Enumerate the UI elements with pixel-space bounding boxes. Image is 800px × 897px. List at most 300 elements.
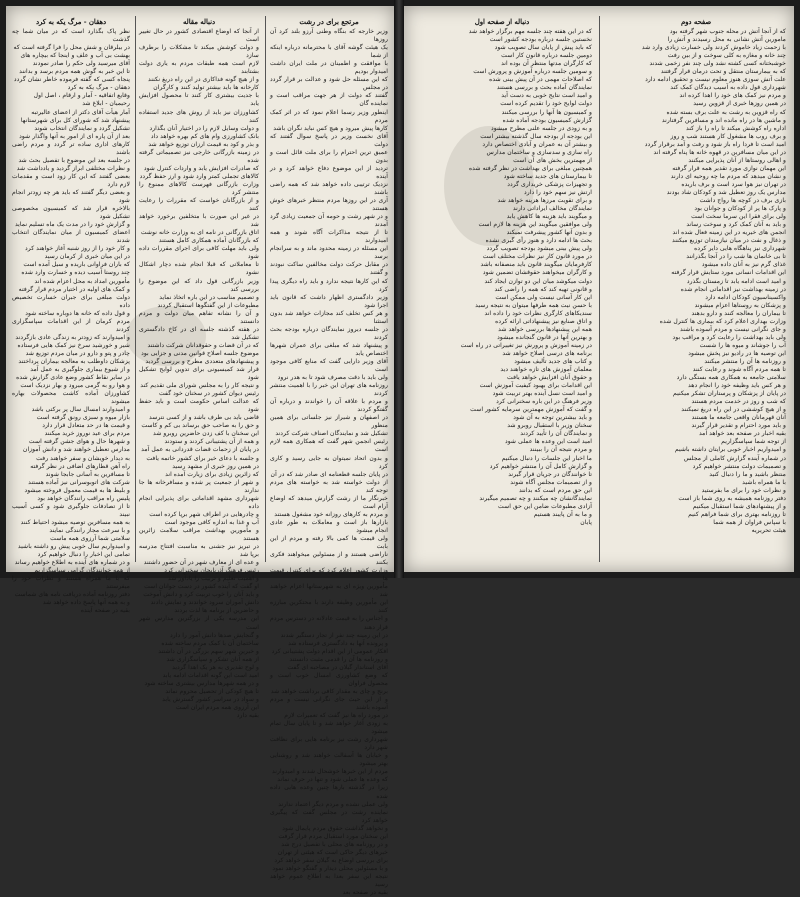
text-line: بازی برف در کوچه ها رواج داشت (699, 197, 786, 205)
text-line: و امید است نسل آینده بهتر تربیت شود (492, 390, 592, 398)
text-line: و امید است ادامه یابد تا زمستان بگذرد (686, 277, 786, 285)
text-line: نماینده رشت در مجلس گفت که پیگیری خواهد کرد (270, 808, 388, 824)
text-line: این مهمان نوازی مورد تقدیر همه قرار گرفته (672, 164, 786, 172)
text-line: چند روستا آسیب دیده و خسارت وارد شده (21, 269, 130, 277)
column-heading: دنباله مقاله (183, 18, 215, 26)
text-line: بقیه در صفحه آینده (80, 607, 130, 615)
text-line: و بیشتر آن به عمران و آبادی اختصاص دارد (482, 140, 592, 148)
text-line: و قیمت ها در حد متعادل قرار دارد (42, 422, 130, 430)
text-line: کشاورزان نیز باید از روش های جدید استفاده کنند (139, 108, 259, 124)
text-line: و نتیجه کار را به مجلس شورای ملی تقدیم کند (140, 382, 259, 390)
text-line: پایان (580, 518, 592, 526)
text-line: خوشبختانه کسی کشته نشد ولی چند نفر زخمی شدند (649, 60, 786, 68)
text-line: نظر پاک بگذارد است که در میان شما چه گذشت (12, 28, 130, 44)
text-line: این سخنان با کف زدن حاضرین روبرو شد (153, 430, 259, 438)
text-line: و تصمیمات دولت منتشر خواهیم کرد (692, 462, 786, 470)
text-line: رحیمیان - ابلاغ شد (82, 100, 130, 108)
text-line: گزارش کمیسیون بودجه آماده شده (502, 116, 592, 124)
text-line: آب و غذا به اندازه کافی موجود است (164, 518, 259, 526)
text-line: و میگویند باید هزینه ها کاهش یابد (506, 213, 592, 221)
text-line: در شماره آینده گزارش کاملی از مجلس (683, 454, 786, 462)
text-line: که کارگران مدتها منتظر آن بوده اند (501, 60, 592, 68)
text-line: و برای تقویت مرزها هزینه خواهد شد (497, 197, 592, 205)
text-line: در جلسه بعد این موضوع با تفصیل بحث شد (18, 156, 130, 164)
text-line: آقای استاندار گیلان در مصاحبه ای گفت (287, 663, 388, 671)
text-line: از همه خوانندگان گرامی سپاسگزاریم (34, 567, 130, 575)
text-line: تا بیمارستان های جدید ساخته شود (503, 172, 592, 180)
text-line: چند خانه و مغازه به کلی سوخت و از بین رفت (667, 52, 786, 60)
text-line: که از آنجا آتش در محله جنوب شهر گرفته بود (669, 28, 786, 36)
text-line: و مردم نیز کمک های خود را اهدا کرده اند (679, 92, 786, 100)
text-line: و گفت که آموزش مهمترین سرمایه کشور است (470, 406, 592, 414)
text-line: آنان قهرمانان واقعی جامعه ما هستند (691, 414, 786, 422)
text-line: و لوح تقدیری به هر یک اهدا گردید (172, 663, 259, 671)
text-line: و ماشین ها در راه مانده اند و مسافرین گرفتارند (661, 116, 786, 124)
text-line: و برف روب ها مشغول کار هستند شب و روز (670, 132, 786, 140)
text-line: شیر و خورشید سرخ نیز کمک هایی فرستاده (17, 341, 130, 349)
text-line: واکسیناسیون کودکان ادامه دارد (705, 293, 786, 301)
text-line: و از هیچ گونه فداکاری در این راه دریغ نکنند (147, 76, 259, 84)
text-line: و اجناس را به قیمت عادلانه در دسترس مردم قرار دهند (270, 615, 388, 631)
text-line: و همه از آن پشتیبانی کردند و ستودند (164, 438, 259, 446)
text-line: ولی باید بهداشت را رعایت کرد و مراقب بود (672, 333, 786, 341)
text-line: کارفرمایان میگویند قانون باید منصفانه باشد (480, 261, 592, 269)
text-line: دفتر روزنامه آماده دریافت نامه های شماست (14, 591, 130, 599)
text-line: بعضی گفتند که این کار زود است و مقدمات لازم دارد (12, 172, 130, 188)
text-line: ولی باید مهلت کافی برای اجرای مقررات داده شود (139, 245, 259, 261)
text-line: آقای میرسید ولی حکم را صادر نمودند (32, 60, 130, 68)
book-gutter (394, 0, 404, 578)
text-line: آقای نخست وزیر در پاسخ سوال گفتند که دولت (270, 132, 388, 148)
text-line: و روزنامه ها آن را منتشر میکنند (704, 357, 786, 365)
text-line: کارهای اداری ساده تر گردد و مردم راضی باشند (12, 140, 130, 156)
text-line: و باید آنان را خوب تربیت کرد و دانش آموخت (143, 591, 259, 599)
column-text (606, 28, 786, 535)
text-line: تشکیل شد و نمایندگان اصناف شرکت کردند (275, 430, 388, 438)
text-line: و هر کس تخلف کند مجازات خواهد شد بدون استثنا (270, 309, 388, 325)
text-line: و مردم با علاقه آن را خواندند و درباره آن گفتگو کردند (270, 398, 388, 414)
text-line: این حق مردم است که بدانند (518, 486, 592, 494)
column-heading: دهقان - مرگ یکه به کرد (35, 18, 107, 26)
text-line: امید است این وعده ها عملی شود (504, 438, 592, 446)
column-heading: صفحه دوم (680, 18, 712, 26)
text-line: که عدالت اساس حکومت است و باید حفظ شود (139, 398, 259, 414)
text-line: نمایندگانشان چه میکنند و چه تصمیم میگیرند (479, 494, 592, 502)
text-line: به همه مسافرین توصیه میشود احتیاط کنند (20, 518, 130, 526)
text-line: در همین روزها خبری از قزوین رسید (693, 100, 786, 108)
text-line: با موافقت و اطمینان در ملت ایران داشت امیدوار بودیم (270, 60, 388, 76)
text-line: امید است این گونه اقدامات ادامه یابد (162, 671, 259, 679)
text-line: وزیر فرهنگ در این باره سخنرانی کرد (496, 398, 592, 406)
text-line: و امید است نتایج خوبی به دست آید (501, 92, 592, 100)
text-line: بازارها باز است و معاملات به طور عادی انجام میشود (270, 518, 388, 534)
text-line: و از هیچ کوششی در این راه دریغ نمیکنند (681, 406, 786, 414)
text-line: قرار شد کمیسیونی برای تدوین لوایح تشکیل شود (139, 366, 259, 382)
text-line: پیشنهاد شد که شورای کل برای شهرستانها (20, 116, 130, 124)
text-line: و ما به آن پایبند هستیم (533, 510, 592, 518)
text-line: با ما همراه باشید (742, 478, 786, 486)
text-line: یک هیئت گوشه آقای با محترمانه درباره اینکه از شما (270, 44, 388, 60)
text-line: که صادرات افزایش یابد و واردات کنترل شود (143, 164, 259, 172)
text-line: وزارت بهداری اعلام کرد که بیماری ها کنترل شده (659, 317, 786, 325)
text-line: در این زمینه چند نفر از تجار دستگیر شدند (280, 631, 388, 639)
left-page (6, 6, 394, 897)
text-line: چادر و پتو و دارو در میان مردم توزیع شد (25, 349, 130, 357)
text-line: و سواد در سراسر کشور گسترش یابد (162, 695, 259, 703)
text-line: این بودجه از بودجه سال گذشته بیشتر است (480, 132, 592, 140)
text-line: در مورد راه ها نیز گفت که تعمیرات لازم (284, 712, 388, 720)
text-line: شهرداری نیز پناهگاه هایی دایر کرده (694, 245, 786, 253)
text-line: مدارس تعطیل خواهند شد و دانش آموزان (22, 446, 130, 454)
text-line: و با مسئولین محلی دیدار و گفتگو خواهد نمود (272, 864, 388, 872)
text-line: رئیس دیوان کشور در سخنان خود گفت (158, 390, 259, 398)
text-line: بقیه در صفحه بعد (342, 889, 388, 897)
text-line: و پارک ها پر از کودکان و جوانان بود (694, 205, 786, 213)
text-line: و امیدوارند امسال سال پر برکتی باشد (31, 406, 130, 414)
text-line: که این مسئله حل شود و عدالت بر قرار گردد در مجلس (270, 76, 388, 92)
text-line: در غیر این صورت با متخلفین برخورد خواهد شد (139, 213, 259, 229)
text-line: دفتر روزنامه همیشه به روی شما باز است (678, 494, 786, 502)
text-line: که بازرگانان آماده همکاری کامل هستند (158, 237, 259, 245)
text-line: و باید بیشترین توجه به آن شود (513, 414, 592, 422)
text-line: راه آهن قطارهای اضافی در نظر گرفته (30, 462, 130, 470)
text-line: و از شیوع بیماری جلوگیری به عمل آمد (30, 366, 130, 374)
text-line: و بدون آنها کشور پیشرفت نمیکند (506, 229, 592, 237)
text-line: از آنجا که اوضاع اقتصادی کشور در حال تغییر است (139, 28, 259, 44)
text-line: در سایر نقاط کشور وضع عادی گزارش شده (16, 374, 130, 382)
text-line: تمامی این اخبار را دنبال خواهیم کرد (37, 551, 130, 559)
left-page-column-left (12, 16, 130, 615)
text-line: امید است تا فردا راه باز شود و رفت و آمد برقرار گردد (644, 140, 786, 148)
text-line: و تصمیم مناسب در این باره اتخاذ نماید (159, 293, 259, 301)
text-line: تا این خبر به گوش همه مردم برسد و بدانند (19, 68, 130, 76)
text-line: او گفت که آینده کشور در دست جوانان است (144, 583, 259, 591)
text-line: آمار هیأت آقای دکتر از اعضای عالیرتبه (31, 108, 130, 116)
text-line: و در روزنامه های محلی با تفصیل درج شد (281, 840, 388, 848)
text-line: و نظرات مختلفی ابراز گردید و یادداشت شد (16, 164, 130, 172)
text-line: و خیرین شهر سهم بزرگی در آن داشتند (158, 647, 259, 655)
text-line: با زحمت زیاد خاموش کردند ولی خسارت زیادی وارد شد (641, 44, 786, 52)
text-line: وزیر بازرگانی قول داد که این موضوع را بررسی کند (139, 277, 259, 293)
text-line: این اقدامات انسانی مورد ستایش قرار گرفته (671, 269, 786, 277)
text-line: سخنان وزیر با استقبال روبرو شد (507, 422, 592, 430)
text-line: و چادرهایی در اطراف شهر برپا کرده است (149, 510, 259, 518)
text-line: مردم از این خبرها خوشحال شدند و امیدوارند (272, 768, 388, 776)
text-line: و جای نگرانی نیست و مردم آسوده باشند (680, 325, 786, 333)
text-line: در این میان خبری از کرمان رسید (44, 253, 130, 261)
text-line: بازار میوه و سبزی رونق گرفته است (36, 414, 130, 422)
right-page (404, 6, 794, 572)
text-line: و بدون اتحاد نمیتوان به جایی رسید و کاری کرد (270, 454, 388, 470)
text-line: که این کارها نتیجه ندارد و باید راه دیگری پیدا کرد (270, 277, 388, 293)
text-line: مأمورین امداد به محل اعزام شده اند (34, 277, 130, 285)
text-line: و مأمورین بهداشت مراقب سلامت زائرین هستند (139, 526, 259, 542)
text-line: در بیلرقان و شش محل را فرا گرفته است که (13, 44, 130, 52)
text-line: و به همه آنها پاسخ داده خواهد شد (42, 599, 130, 607)
text-line: کارخانه ها باید بیشتر تولید کنند و کارگران (153, 84, 259, 92)
text-line: شرکت های اتوبوسرانی نیز آماده هستند (28, 478, 130, 486)
text-line: سلامتی شما آرزوی همه ماست (50, 535, 130, 542)
text-line: در پایان از پزشکان و پرستاران تشکر میکنیم (673, 390, 786, 398)
text-line: در هفته گذشته جلسه ای در کاخ دادگستری تشکیل شد (139, 325, 259, 341)
text-line: از همه آنان تشکر و سپاسگزاری شد (166, 655, 259, 663)
text-line: و گزارش کامل آن را منتشر خواهیم کرد (489, 462, 592, 470)
text-line: آزادی مطبوعات ضامن این حق است (498, 502, 592, 510)
text-line: در تبریز نیز جشنی به مناسبت افتتاح مدرسه برپا شد (139, 543, 259, 559)
text-line: دهقان - مرگ یکه به کرد (67, 84, 130, 92)
column-text (270, 28, 388, 897)
text-line: قاضی باید بی طرف باشد و از کسی نترسد (149, 414, 259, 422)
text-line: در مورد قانون کار نیز نظرات مختلف است (482, 253, 592, 261)
text-line: از توجه شما سپاسگزاریم (721, 438, 786, 446)
text-line: تا همه مردم آگاه شوند و رعایت کنند (692, 366, 786, 374)
text-line: بعد از آن پاره ای از امور به آنها واگذار شود (19, 132, 130, 140)
text-line: ما اخبار این جلسات را دنبال میکنیم (501, 454, 592, 462)
text-line: در پایان جلسه قطعنامه ای صادر شد که در آن (270, 470, 388, 478)
text-line: آری در این روزها مردم منتظر خبرهای خوش هستند (270, 197, 388, 213)
text-line: و شهر از جمعیت پر شده و مسافرخانه ها جا ندارند (139, 478, 259, 494)
text-line: تا از تصادفات جلوگیری شود و کسی آسیب نبیند (12, 502, 130, 518)
text-line: تا روزنامه بهتری برای شما فراهم کنیم (688, 510, 786, 518)
text-line: و تجهیزات پزشکی خریداری گردد (507, 180, 592, 188)
text-line: و باید مورد احترام و تقدیر قرار گیرند (691, 422, 786, 430)
text-line: دانش آموزان سرود خواندند و نمایش دادند (150, 599, 259, 607)
text-line: ناراضی هستند و از مسئولین میخواهند فکری بکنند (270, 551, 388, 567)
text-line: عمیق ترین احترام را برای ملت قائل است و بدون (270, 148, 388, 164)
text-line: و کار خود را از روز شنبه آغاز خواهند کرد (25, 245, 130, 253)
text-line: که در آن قضات و حقوقدانان شرکت داشتند (147, 341, 259, 349)
text-line: بانک کشاورزی وام های کم بهره خواهد داد (150, 132, 259, 140)
text-line: و نشان میدهد که مردم ما چه روحیه ای دارند (670, 172, 786, 180)
text-line: این مدرسه یکی از بزرگترین مدارس شهر است (139, 615, 259, 631)
text-line: معلمان آموزش های تازه خواهند دید (500, 366, 592, 374)
text-line: و امیدواریم اخبار خوبی برایتان داشته باشیم (674, 446, 786, 454)
text-line: و به زودی در جلسه علنی مطرح میشود (490, 124, 592, 132)
text-line: وقایع اتفاقیه - آمار و ارقام ، اصل اول (33, 92, 130, 100)
column-text (412, 28, 592, 527)
text-line: و مردم به کارهای روزانه خود مشغول هستند (274, 510, 388, 518)
text-line: در همین روز خبری از مشهد رسید (172, 462, 259, 470)
text-line: تا بی خانمان ها شب را در آنجا بگذرانند (686, 253, 786, 261)
text-line: نخستین جلسه درباره بودجه کشور است (489, 36, 592, 44)
text-line: وزیر دادگستری اظهار داشت که قانون باید اجرا شود (270, 293, 388, 309)
text-line: و پزشکان به روستاها اعزام میشوند (694, 301, 786, 309)
text-line: تا بیماران را معالجه کنند و دارو بدهند (691, 309, 786, 317)
text-line: و اتاق صنایع نیز پیشنهاداتی ارائه کرده (495, 317, 592, 325)
text-line: مردم برای عید نوروز خرید میکنند (44, 430, 130, 438)
text-line: و اهالی روستاها از آنان پذیرایی میکنند (688, 156, 786, 164)
text-line: ولی قیمت ها کمی بالا رفته و مردم از این بابت (270, 535, 388, 551)
text-line: و کتاب های جدید تألیف میشود (514, 357, 592, 365)
text-line: منتظر باشید و ما را دنبال کنید (709, 470, 786, 478)
left-page-column-right (270, 16, 388, 897)
text-line: رئیس انجمن شهر گفت که همکاری همه لازم است (270, 438, 388, 454)
right-page-column-right (606, 16, 786, 562)
column-divider (135, 16, 136, 562)
text-line: نزدیک ترتیبی داده خواهد شد که همه راضی باشند (270, 180, 388, 196)
text-line: تا خوانندگان در جریان قرار گیرند (508, 470, 592, 478)
text-line: علت آتش سوزی هنوز معلوم نیست و تحقیق ادامه دارد (645, 76, 786, 84)
text-line: و کمیسیون ها آنها را بررسی میکنند (501, 108, 592, 116)
text-line: و دولت کوشش میکند تا مشکلات را برطرف سازد (139, 44, 259, 60)
text-line: و بذر و کود به قیمت ارزان توزیع خواهد شد (148, 140, 259, 148)
text-line: و بلیط ها به قیمت معمول فروخته میشود (24, 486, 130, 494)
text-line: و گزارش خود را در مدت یک ماه تسلیم نماید (14, 221, 130, 229)
text-line: و امیدواریم سال خوبی پیش رو داشته باشید (17, 543, 130, 551)
text-line: و در شهر رشت و حومه آن جمعیت زیادی گرد آمدند (270, 213, 388, 229)
text-line: تا مسافرین به آسانی جابجا شوند (45, 470, 130, 478)
text-line: که وعده ها عملی شود و تنها در حرف نماند (277, 776, 388, 784)
text-line: و روزنامه ها آن را قدمی مثبت دانستند (289, 655, 388, 663)
text-line: شهرداری قول داده به آسیب دیدگان کمک کند (670, 84, 786, 92)
text-line: بقیه اخبار در صفحه بعد خواهد آمد (698, 430, 786, 438)
text-line: و از این حیث جای نگرانی نیست و مردم آسوده باشند (270, 695, 388, 711)
text-line: همچنین مبلغی برای بهداشت در نظر گرفته شده (468, 164, 592, 172)
text-line: سندیکاهای کارگری نظرات خود را داده اند (484, 309, 592, 317)
text-line: و نظرات خود را برای ما بفرستید (701, 486, 786, 494)
text-line: همه این پیشنهادها بررسی خواهد شد (498, 325, 592, 333)
text-line: دولت مبلغی برای جبران خسارت تخصیص داده (12, 293, 130, 309)
text-line: که وضع کشاورزی امسال خوب است و محصول فراوان (270, 671, 388, 687)
text-line: هیئت تحریریه (751, 526, 786, 534)
text-line: روزنامه های تهران این خبر را با اهمیت منتشر کردند (270, 382, 388, 398)
text-line: نتیجه این سفر بعدا به اطلاع عموم خواهد رسید (270, 872, 388, 889)
text-line: مدارس یک روز تعطیل شد و کودکان شاد بودند (666, 188, 786, 196)
text-line: نمایندگان مخالف ایراداتی دارند (512, 205, 592, 213)
text-line: در پایان از زحمات قضات قدردانی به عمل آمد (141, 446, 259, 454)
text-line: نمایندگان آماده بحث و بررسی هستند (496, 84, 592, 92)
text-line: در این میان مسافرین در قهوه خانه ها پناه گرفته اند (653, 148, 786, 156)
column-divider (599, 16, 600, 562)
text-line: وزارت بازرگانی فهرست کالاهای ممنوع را منتشر کرد (139, 180, 259, 196)
text-line: که راه قزوین به رشت به علت برف بسته شده (666, 108, 786, 116)
text-line: و با سرعت مجاز رانندگی نمایند (49, 526, 130, 534)
text-line: و باید به آنان کمک کرد و سوخت رساند (686, 221, 786, 229)
text-line: و کارگران میخواهند حقوقشان تضمین شود (482, 269, 592, 277)
text-line: و در همه شهرها مدارس بیشتری ساخته شود (144, 679, 259, 687)
text-line: و عده ای از معارف شهر در آن حضور داشتند (143, 559, 259, 567)
text-line: رئیس فرهنگ آذربایجان سخنرانی کرد (164, 567, 259, 575)
text-line: و شهرها حال و هوای جشن گرفته است (28, 438, 130, 446)
right-page-column-left (412, 16, 592, 562)
text-line: این سخنان مورد استقبال مردم قرار گرفت (278, 832, 388, 840)
text-line: پلیس راه مراقب رانندگان خواهد بود (37, 494, 130, 502)
text-line: اتاق بازرگانی در نامه ای به وزارت خانه نوشت (140, 229, 259, 237)
text-line: و در شماره های آینده به اطلاع خواهیم رساند (14, 559, 130, 567)
text-line: در اصفهان و شیراز نیز جلساتی برای همین منظور (270, 414, 388, 430)
text-line: مأمورین ویژه ای به شهرستانها اعزام خواهند شد (270, 583, 388, 599)
text-line: سلامتی جامعه به همکاری همه بستگی دارد (676, 374, 786, 382)
text-line: بقیه دارد (236, 712, 259, 720)
text-line: در جلسه دیروز نمایندگان درباره بودجه بحث کردند (270, 325, 388, 341)
text-line: شهرداری رشت نیز برنامه هایی برای نظافت شهر دارد (270, 736, 388, 752)
text-line: دومین جلسه درباره قانون کار است (501, 52, 592, 60)
text-line: و پیشنهاد شد که مبلغی برای عمران شهرها اختصاص یابد (270, 341, 388, 357)
text-line: این آرزوی همه مردم ایران است (175, 703, 259, 711)
text-line: و پرونده آنها به دادگستری فرستاده شد (288, 639, 388, 647)
text-line: برای بررسی اوضاع به گیلان سفر خواهد کرد (274, 856, 388, 864)
text-line: و قانونی تهیه کند که همه را راضی کند (494, 285, 592, 293)
text-line: و هوا رو به گرمی میرود و بهار نزدیک است (20, 382, 130, 390)
text-line: و سومین جلسه درباره آموزش و پرورش است (473, 68, 592, 76)
text-line: پزشکان داوطلب به معالجه بیماران پرداختند (18, 357, 130, 365)
text-line: بحث ها ادامه دارد و هنوز رأی گیری نشده (485, 237, 592, 245)
text-line: که شب و روز در خدمت مردم هستند (691, 398, 786, 406)
text-line: تا از نتیجه مذاکرات آگاه شوند و همه امیدوارند (270, 229, 388, 245)
column-divider (265, 16, 266, 562)
text-line: بالاخره قرار شد که کمیسیون مخصوصی تشکیل شود (12, 205, 130, 221)
text-line: مطبوعات از این گفتگوها استقبال کردند (157, 301, 259, 309)
text-line: و دولت وسایل لازم را در اختیار آنان بگذارد (149, 124, 259, 132)
text-line: کارها پیش میرود و هیچ کس نباید نگران باشد (273, 124, 388, 132)
text-line: پنجاه کسی که گفته فرموده خاطر نشان گردد (13, 76, 130, 84)
text-line: ساختمان آن با کمک مردم ساخته شده (161, 639, 259, 647)
text-line: برنج و چای به مقدار کافی برداشت خواهد شد (270, 687, 388, 695)
text-line: در تهران نیز هوا سرد است و برف باریده (681, 180, 786, 188)
text-line: شهرداری مشهد اقداماتی برای پذیرایی انجام داده (139, 494, 259, 510)
text-line: و امیدوارند که زودتر به زندگی عادی بازگردند (15, 333, 130, 341)
text-line: در زمینه بهداشت نیز اقداماتی انجام شده (680, 285, 786, 293)
text-line: دولت لوایح خود را تقدیم کرده است (500, 100, 592, 108)
text-line: این کار آسانی نیست ولی ممکن است (495, 293, 592, 301)
text-line: این توصیه ها در رادیو نیز پخش میشود (688, 349, 786, 357)
text-line: که با ما همراه هستند و نظرات خود را میفرستند (12, 575, 130, 591)
text-line: با سپاس فراوان از همه شما (713, 518, 786, 526)
text-line: در مقابل حرکت دولت مخالفین ساکت نبودند و گفتند (270, 261, 388, 277)
text-line: با جدیت بیشتری کار کنند تا محصول افزایش یابد (139, 92, 259, 108)
text-line: و بهترین آنها در قانون گنجانده میشود (497, 333, 592, 341)
text-line: در زمینه آموزش و پرورش نیز تغییراتی در راه است (460, 341, 592, 349)
text-line: ولی پیش بینی میشود بودجه تصویب گردد (486, 245, 592, 253)
text-line: که باران فراوانی باریده و سیل آمده است (23, 261, 130, 269)
text-line: افکار عمومی از این اقدام دولت پشتیبانی کرد (271, 647, 388, 655)
text-line: که به بیمارستان منتقل و تحت درمان قرار گرفتند (660, 68, 786, 76)
text-line: برنامه های درسی اصلاح خواهد شد (502, 349, 592, 357)
text-line: تشکیل گردد و نمایندگان انتخاب شوند (34, 124, 130, 132)
text-line: و خیابان ها آسفالت خواهند شد و روشنایی بهتر میشود (270, 752, 388, 768)
text-line: انجمن های خیریه در این زمینه فعال شده اند (672, 229, 786, 237)
text-line: به دیدار خویشان و سفر خواهند رفت (36, 454, 130, 462)
column-heading: دنباله از صفحه اول (474, 18, 530, 26)
text-line: خبرنگار ما از رشت گزارش میدهد که اوضاع آرام است (270, 494, 388, 510)
text-line: و قول داده که خانه ها دوباره ساخته شود (25, 309, 130, 317)
text-line: از دولت خواسته شد به خواسته های مردم توجه کند (270, 478, 388, 494)
text-line: و حاضرین از برنامه ها لذت بردند (174, 607, 259, 615)
text-line: تا معاملاتی که قبلا انجام شده دچار اشکال نشود (139, 261, 259, 277)
text-line: و از بازرگانان خواست که مقررات را رعایت کنند (139, 197, 259, 213)
text-line: ولی عملی نشده و مردم دیگر اعتماد ندارند (278, 800, 388, 808)
text-line: و جلسه با دعای خیر برای کشور خاتمه یافت (146, 454, 259, 462)
text-line: و حقوق آنان افزایش خواهد یافت (507, 374, 592, 382)
text-line: این اقدامات برای بهبود کیفیت آموزش است (479, 382, 592, 390)
text-line: بهشت بی آب و علف و اینجا که بیچاره های (20, 52, 130, 60)
text-line: با حسن نیت همه طرفها میتوان به نتیجه رسید (475, 301, 592, 309)
text-line: موضوع جلسه اصلاح قوانین مدنی و جزایی بود (141, 349, 259, 357)
text-line: اداره راه کوشش میکند تا راه را باز کند (686, 124, 786, 132)
text-line: گفتند که دولت از هر جهت مراقب است و نماینده گان (270, 92, 388, 108)
text-line: و از پیشنهادهای شما استقبال میکنیم (692, 502, 786, 510)
text-line: به زودی آغاز خواهد شد و تا پایان سال تمام میشود (270, 720, 388, 736)
text-line: مامورین آتش نشانی به محل رسیدند و آتش را (667, 36, 786, 44)
text-line: و ذغال و نفت در میان نیازمندان توزیع میکنند (671, 237, 786, 245)
column-text (12, 28, 130, 615)
text-line: وزیر خارجه که بنگاه وطنی آرزو بلند کرد آن روزها (270, 28, 388, 44)
text-line: و از تصمیمات مجلس آگاه شوند (510, 478, 592, 486)
text-line: ولی موافقین میگویند این هزینه ها لازم است (478, 221, 592, 229)
text-line: آب را جوشاند و میوه ها را شست (699, 341, 786, 349)
text-line: کشاورزان آماده کاشت محصولات بهاره میشوند (12, 390, 130, 406)
text-line: که در این هفته چند جلسه مهم برگزار خواهد شد (468, 28, 592, 36)
